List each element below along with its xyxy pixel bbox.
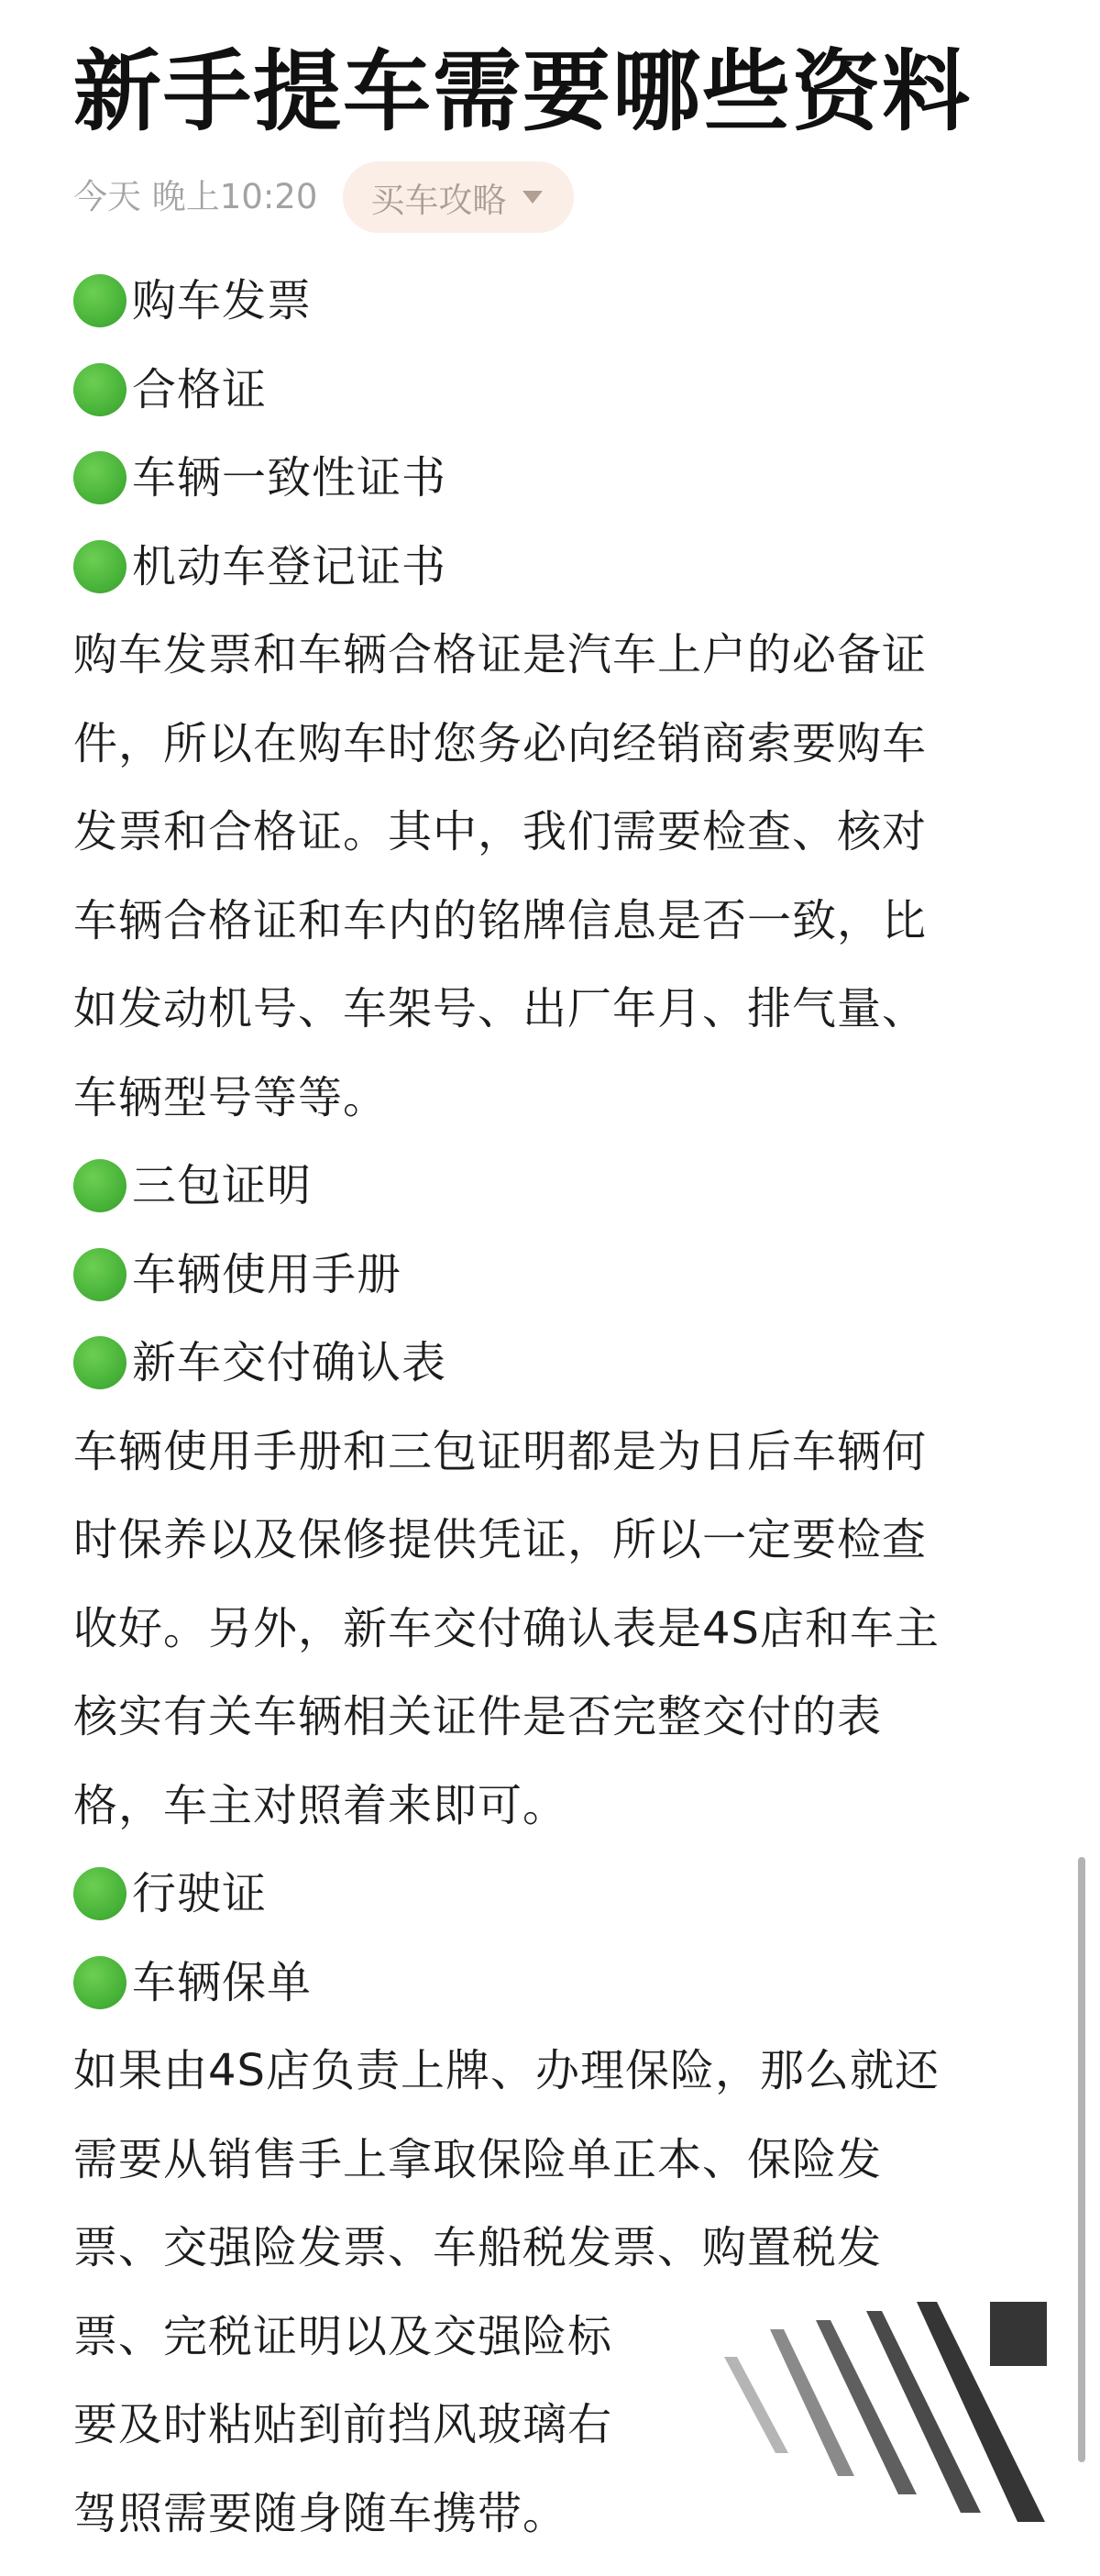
bullet-text: 购车发票: [132, 275, 313, 326]
green-circle-icon: [73, 1956, 126, 2009]
green-circle-icon: [73, 363, 126, 416]
paragraph-line: 车辆合格证和车内的铭牌信息是否一致，比: [73, 894, 928, 946]
publish-time: 今天 晚上10:20: [73, 177, 318, 216]
green-circle-icon: [73, 1867, 126, 1920]
green-circle-icon: [73, 1248, 126, 1301]
bullet-item: [73, 1319, 1027, 1408]
paragraph-line: 件，所以在购车时您务必向经销商索要购车: [73, 717, 928, 769]
bullet-text: 车辆使用手册: [132, 1248, 402, 1300]
category-tag-label: 买车攻略: [370, 181, 507, 220]
bullet-item: [73, 1939, 1027, 2028]
paragraph-line: 要及时粘贴到前挡风玻璃右: [73, 2399, 613, 2450]
article-meta: [73, 160, 574, 234]
paragraph-line: 收好。另外，新车交付确认表是4S店和车主: [73, 1602, 940, 1654]
bullet-item: [73, 1142, 1027, 1231]
caret-down-icon: [522, 191, 543, 204]
bullet-item: [73, 1850, 1027, 1939]
paragraph-line: 票、交强险发票、车船税发票、购置税发: [73, 2222, 883, 2273]
paragraph-line: 驾照需要随身随车携带。: [73, 2487, 568, 2539]
paragraph-line: 需要从销售手上拿取保险单正本、保险发: [73, 2133, 883, 2185]
category-tag-button[interactable]: [343, 161, 574, 233]
article-body: [73, 257, 1027, 2558]
green-circle-icon: [73, 1159, 126, 1212]
paragraph-line: 购车发票和车辆合格证是汽车上户的必备证: [73, 629, 928, 680]
bullet-text: 三包证明: [132, 1160, 313, 1211]
paragraph-line: 时保养以及保修提供凭证，所以一定要检查: [73, 1514, 928, 1565]
bullet-text: 合格证: [132, 363, 268, 415]
green-circle-icon: [73, 540, 126, 593]
green-circle-icon: [73, 451, 126, 504]
scrollbar[interactable]: [1078, 1857, 1085, 2462]
bullet-text: 机动车登记证书: [132, 540, 447, 592]
paragraph-line: 车辆型号等等。: [73, 1071, 389, 1123]
bullet-text: 车辆一致性证书: [132, 452, 447, 503]
bullet-item: [73, 523, 1027, 612]
paragraph-line: 发票和合格证。其中，我们需要检查、核对: [73, 806, 928, 857]
paragraph-line: 如果由4S店负责上牌、办理保险，那么就还: [73, 2045, 940, 2096]
paragraph-line: 格，车主对照着来即可。: [73, 1779, 568, 1831]
bullet-item: [73, 346, 1027, 435]
bullet-text: 行驶证: [132, 1868, 268, 1919]
article-title: 新手提车需要哪些资料: [73, 40, 972, 143]
green-circle-icon: [73, 1336, 126, 1389]
paragraph-line: 票、完税证明以及交强险标: [73, 2310, 613, 2362]
green-circle-icon: [73, 274, 126, 327]
bullet-item: [73, 257, 1027, 346]
bullet-item: [73, 434, 1027, 523]
paragraph-line: 如发动机号、车架号、出厂年月、排气量、: [73, 983, 928, 1034]
bullet-item: [73, 1231, 1027, 1320]
bullet-text: 新车交付确认表: [132, 1337, 447, 1388]
paragraph-line: 车辆使用手册和三包证明都是为日后车辆何: [73, 1425, 928, 1477]
paragraph-line: 核实有关车辆相关证件是否完整交付的表: [73, 1691, 883, 1742]
bullet-text: 车辆保单: [132, 1956, 313, 2008]
